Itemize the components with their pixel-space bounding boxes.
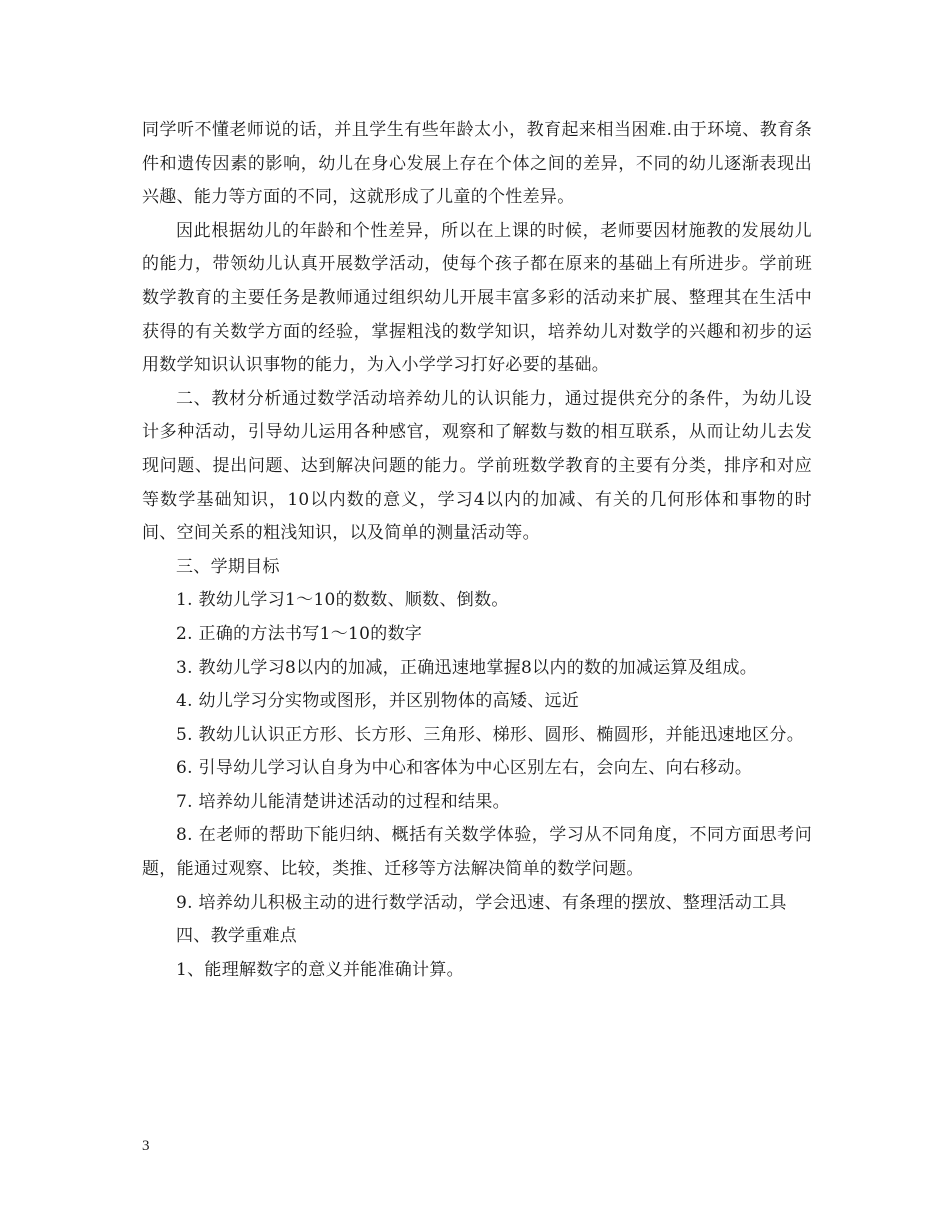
document-body xyxy=(142,114,812,987)
section-heading-key-points: 四、教学重难点 xyxy=(176,926,298,947)
goal-item-2: 2. 正确的方法书写1～10的数字 xyxy=(176,623,423,644)
paragraph-individual-differences: 因此根据幼儿的年龄和个性差异，所以在上课的时候，老师要因材施教的发展幼儿的能力，带领幼儿认真开展数学活动，使每个孩子都在原来的基础上有所进步。学前班数学教育的主要任务是教师通过组织幼儿开展丰富多彩的活动来扩展、整理其在生活中获得的有关数学方面的经验，掌握粗浅的数学知识，培养幼儿对数学的兴趣和初步的运用数学知识认识事物的能力，为入小学学习打好必要的基础。 xyxy=(142,220,812,376)
goal-item-3: 3. 教幼儿学习8以内的加减，正确迅速地掌握8以内的数的加减运算及组成。 xyxy=(176,657,758,678)
goal-item-7: 7. 培养幼儿能清楚讲述活动的过程和结果。 xyxy=(176,791,510,812)
paragraph-material-analysis: 二、教材分析通过数学活动培养幼儿的认识能力，通过提供充分的条件，为幼儿设计多种活动，引导幼儿运用各种感官，观察和了解数与数的相互联系，从而让幼儿去发现问题、提出问题、达到解决问题的能力。学前班数学教育的主要有分类，排序和对应等数学基础知识，10以内数的意义，学习4以内的加减、有关的几何形体和事物的时间、空间关系的粗浅知识，以及简单的测量活动等。 xyxy=(142,388,812,544)
goal-item-6: 6. 引导幼儿学习认自身为中心和客体为中心区别左右，会向左、向右移动。 xyxy=(176,758,753,779)
goal-item-8: 8. 在老师的帮助下能归纳、概括有关数学体验，学习从不同角度，不同方面思考问题，能通过观察、比较，类推、迁移等方法解决简单的数学问题。 xyxy=(142,825,812,880)
goal-item-4: 4. 幼儿学习分实物或图形，并区别物体的高矮、远近 xyxy=(176,691,580,712)
key-point-item-1: 1、能理解数字的意义并能准确计算。 xyxy=(176,959,464,980)
section-heading-semester-goals: 三、学期目标 xyxy=(176,556,280,577)
page-number: 3 xyxy=(142,1138,150,1154)
paragraph-intro-continued: 同学听不懂老师说的话，并且学生有些年龄太小，教育起来相当困难.由于环境、教育条件和遗传因素的影响，幼儿在身心发展上存在个体之间的差异，不同的幼儿逐渐表现出兴趣、能力等方面的不同，这就形成了儿童的个性差异。 xyxy=(142,120,812,208)
goal-item-1: 1. 教幼儿学习1～10的数数、顺数、倒数。 xyxy=(176,590,509,611)
goal-item-5: 5. 教幼儿认识正方形、长方形、三角形、梯形、圆形、椭圆形，并能迅速地区分。 xyxy=(176,724,805,745)
goal-item-9: 9. 培养幼儿积极主动的进行数学活动，学会迅速、有条理的摆放、整理活动工具 xyxy=(176,892,787,913)
